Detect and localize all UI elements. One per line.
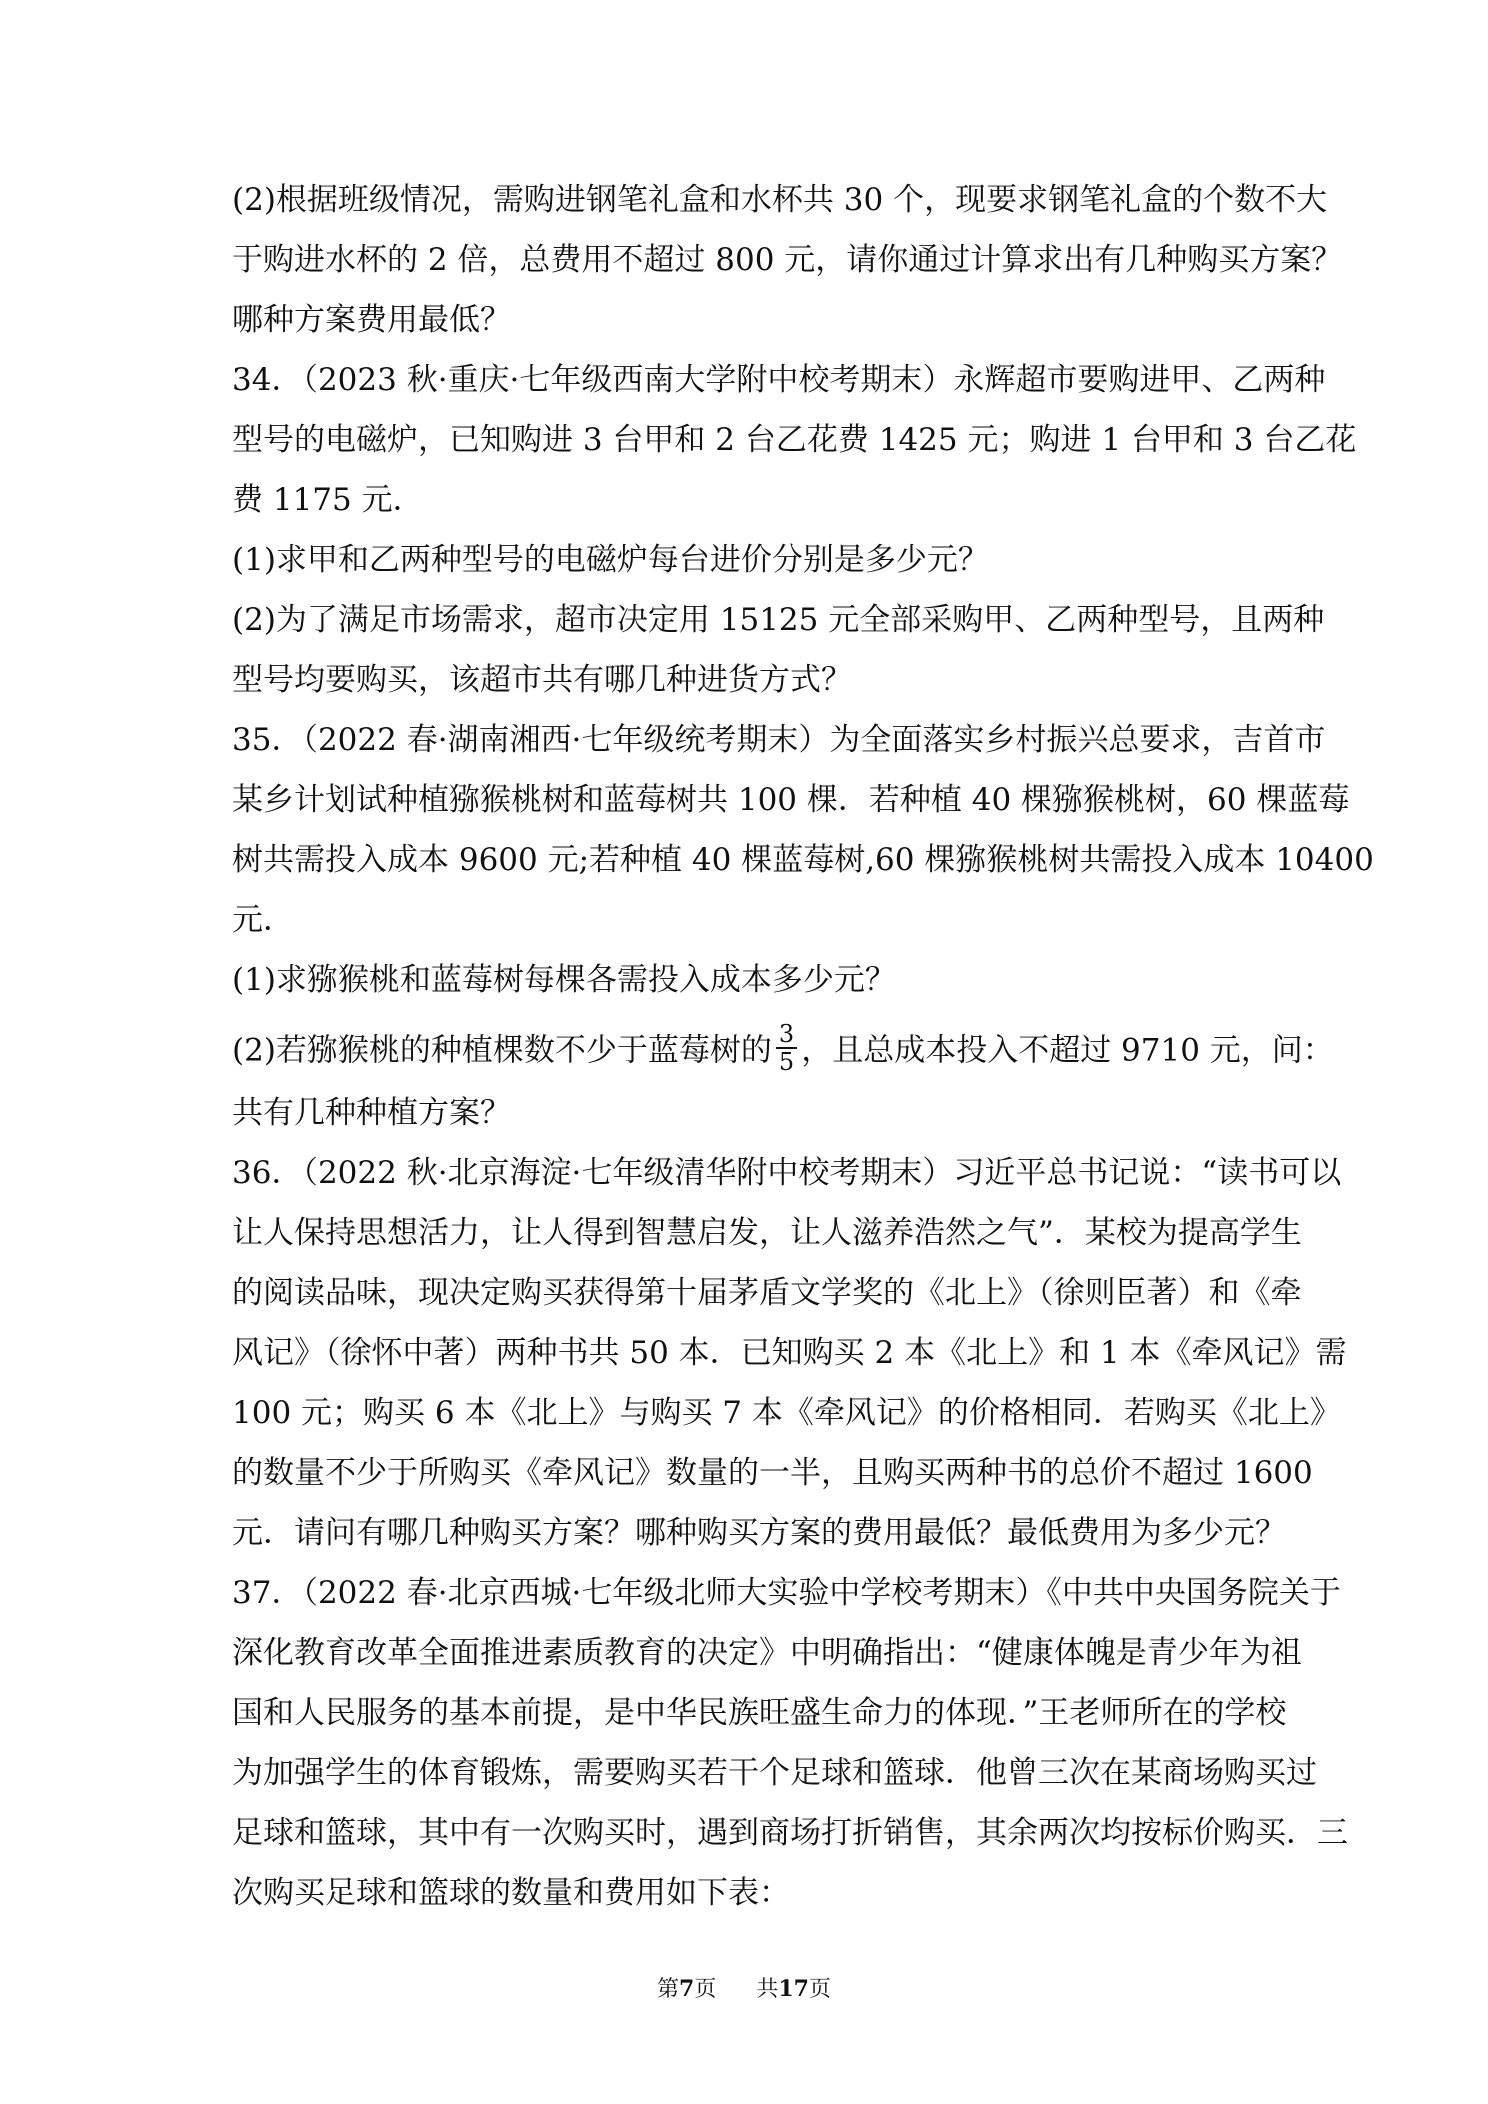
text-line: 共有几种种植方案？ [232,1095,511,1131]
text-line: 于购进水杯的 2 倍，总费用不超过 800 元，请你通过计算求出有几种购买方案？ [232,242,1343,278]
text-line: 型号的电磁炉，已知购进 3 台甲和 2 台乙花费 1425 元；购进 1 台甲和 3 台乙花 [232,422,1357,458]
fraction-text-line [232,1020,1334,1079]
page-prefix: 第 [657,1977,680,2002]
question-35-header: 35．（2022 春·湖南湘西·七年级统考期末）为全面落实乡村振兴总要求，吉首市 [232,722,1326,758]
fraction [776,1021,797,1075]
text-line: 费 1175 元． [232,482,424,518]
text-line: 元．请问有哪几种购买方案？哪种购买方案的费用最低？最低费用为多少元？ [232,1515,1286,1551]
text-line: 深化教育改革全面推进素质教育的决定》中明确指出：“健康体魄是青少年为祖 [232,1635,1302,1671]
fraction-numerator: 3 [776,1021,797,1049]
text-line: 为加强学生的体育锻炼，需要购买若干个足球和篮球．他曾三次在某商场购买过 [232,1755,1317,1791]
text-line: (2)为了满足市场需求，超市决定用 15125 元全部采购甲、乙两种型号，且两种 [232,602,1325,638]
text-line: 哪种方案费用最低？ [232,302,511,338]
text-line: 次购买足球和篮球的数量和费用如下表： [232,1875,790,1911]
text-line: 风记》（徐怀中著）两种书共 50 本．已知购买 2 本《北上》和 1 本《牵风记》需 [232,1335,1347,1371]
text-line: 某乡计划试种植猕猴桃树和蓝莓树共 100 棵．若种植 40 棵猕猴桃树，60 棵蓝莓 [232,782,1350,818]
question-34-header: 34．（2023 秋·重庆·七年级西南大学附中校考期末）永辉超市要购进甲、乙两种 [232,362,1326,398]
page-suffix: 页 [694,1977,717,2002]
text-line: 树共需投入成本 9600 元;若种植 40 棵蓝莓树,60 棵猕猴桃树共需投入成本 10400 [232,842,1374,878]
total-pages: 17 [778,1976,809,2002]
text-line: 让人保持思想活力，让人得到智慧启发，让人滋养浩然之气”．某校为提高学生 [232,1215,1302,1251]
fraction-line-before: (2)若猕猴桃的种植棵数不少于蓝莓树的 [232,1032,772,1069]
text-line: 足球和篮球，其中有一次购买时，遇到商场打折销售，其余两次均按标价购买．三 [232,1815,1348,1851]
total-suffix: 页 [808,1977,831,2002]
question-36-header: 36．（2022 秋·北京海淀·七年级清华附中校考期末）习近平总书记说：“读书可以 [232,1155,1342,1191]
text-line: (1)求猕猴桃和蓝莓树每棵各需投入成本多少元？ [232,962,896,998]
text-line: 国和人民服务的基本前提，是中华民族旺盛生命力的体现．”王老师所在的学校 [232,1695,1287,1731]
text-line: 的数量不少于所购买《牵风记》数量的一半，且购买两种书的总价不超过 1600 [232,1455,1313,1491]
text-line: 元． [232,902,294,938]
text-line: (2)根据班级情况，需购进钢笔礼盒和水杯共 30 个，现要求钢笔礼盒的个数不大 [232,182,1328,218]
text-line: (1)求甲和乙两种型号的电磁炉每台进价分别是多少元？ [232,542,989,578]
page-footer [0,1974,1488,2005]
text-line: 100 元；购买 6 本《北上》与购买 7 本《牵风记》的价格相同．若购买《北上》 [232,1395,1341,1431]
page-number: 7 [679,1976,695,2002]
fraction-denominator: 5 [778,1048,795,1076]
question-37-header: 37．（2022 春·北京西城·七年级北师大实验中学校考期末）《中共中央国务院关于 [232,1575,1341,1611]
text-line: 的阅读品味，现决定购买获得第十届茅盾文学奖的《北上》（徐则臣著）和《牵 [232,1275,1302,1311]
fraction-line-after: ，且总成本投入不超过 9710 元，问： [801,1032,1334,1069]
text-line: 型号均要购买，该超市共有哪几种进货方式？ [232,662,852,698]
total-prefix: 共 [756,1977,779,2002]
